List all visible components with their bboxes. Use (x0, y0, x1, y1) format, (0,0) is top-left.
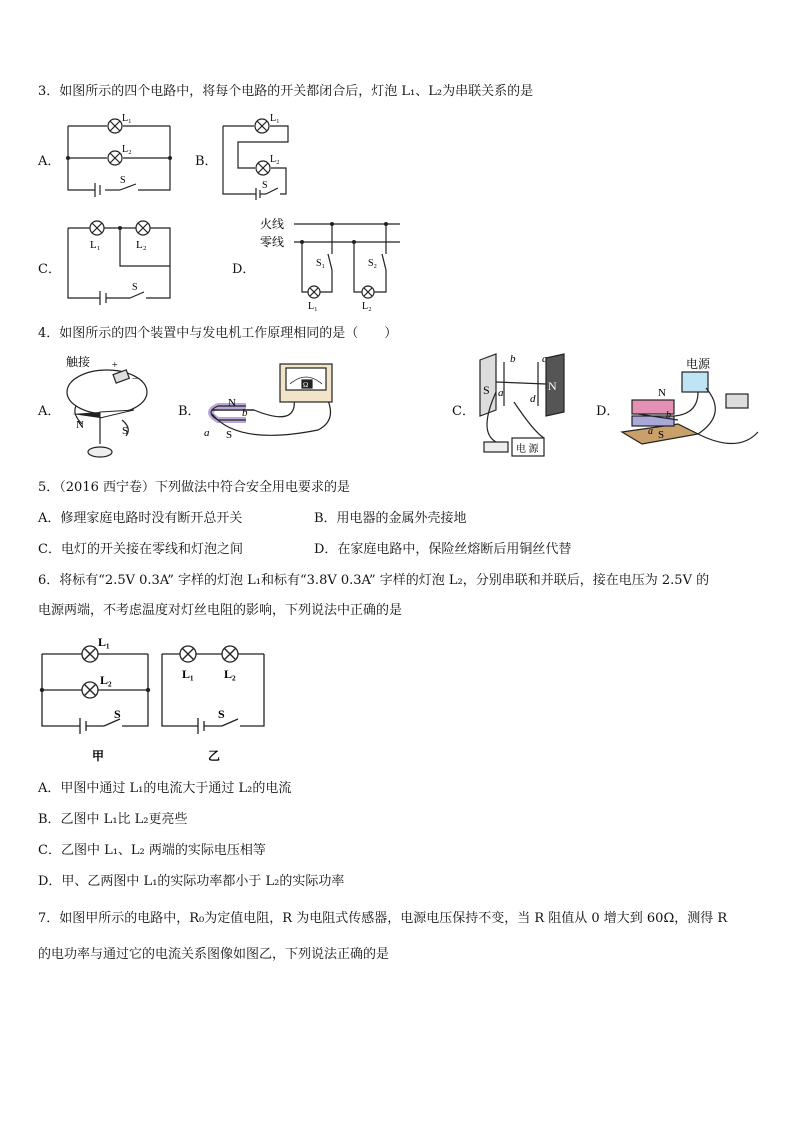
q4d-south-label: S (658, 429, 665, 441)
q3-option-c-label: C． (38, 262, 61, 277)
q3c-lamp1-label: L₁ (90, 239, 101, 251)
q4-option-a-label: A． (38, 404, 61, 419)
q6-circuit-jia (38, 636, 153, 766)
q4c-south-label: S (483, 383, 490, 397)
q3a-switch-label: S (120, 175, 126, 186)
q6-fig-yi-label: 乙 (208, 749, 221, 763)
q4c-c-label: c (542, 353, 547, 365)
q6-option-b: B．乙图中 L₁比 L₂更亮些 (38, 812, 188, 827)
q4b-south-label: S (226, 429, 233, 441)
q3a-lamp2-label: L₂ (122, 144, 132, 155)
q7-stem-line1: 7．如图甲所示的电路中，R₀为定值电阻，R 为电阻式传感器，电源电压保持不变，当 R 阻值从 0 增大到 60Ω，测得 R (38, 911, 728, 926)
q4a-south-label: S (122, 425, 129, 437)
q4a-north-label: N (76, 419, 84, 431)
q6-yi-lamp1-label: L₁ (182, 667, 194, 681)
q6-jia-switch-label: S (114, 707, 121, 721)
q3a-lamp1-label: L₁ (122, 113, 132, 124)
q4-device-b (198, 358, 348, 450)
q3b-switch-label: S (262, 180, 268, 191)
q4b-ohm-label: Ω (303, 381, 309, 389)
q4b-a-label: a (204, 427, 210, 439)
q4b-b-label: b (242, 407, 248, 419)
q3b-lamp1-label: L₁ (270, 113, 280, 124)
q6-stem-line2: 电源两端，不考虑温度对灯丝电阻的影响，下列说法中正确的是 (38, 603, 403, 618)
q4-option-d-label: D． (596, 404, 620, 419)
q3b-lamp2-label: L₂ (270, 154, 280, 165)
q4c-power-box-label: 电 源 (516, 444, 539, 455)
q6-circuit-yi (158, 636, 270, 766)
q4a-minus-label: − (132, 374, 138, 385)
q3c-lamp2-label: L₂ (136, 239, 147, 251)
q3d-s1-label: S₁ (316, 258, 326, 269)
q4c-north-label: N (548, 379, 557, 393)
q4d-power-label: 电源 (686, 357, 711, 371)
q3-circuit-b (218, 112, 308, 202)
q3-stem: 3．如图所示的四个电路中，将每个电路的开关都闭合后，灯泡 L₁、L₂为串联关系的是 (38, 84, 534, 99)
q5-stem: 5．（2016 西宁卷）下列做法中符合安全用电要求的是 (38, 480, 350, 495)
q4c-b-label: b (510, 353, 516, 365)
q4c-a-label: a (498, 387, 504, 399)
q4b-north-label: N (228, 397, 236, 409)
q6-option-a: A．甲图中通过 L₁的电流大于通过 L₂的电流 (38, 781, 292, 796)
q3d-lamp1-label: L₁ (308, 301, 318, 312)
q3-circuit-a (60, 112, 180, 202)
q4d-a-label: a (648, 426, 653, 437)
q6-stem-line1: 6．将标有“2.5V 0.3A” 字样的灯泡 L₁和标有“3.8V 0.3A” 字样的灯泡 L₂，分别串联和并联后，接在电压为 2.5V 的 (38, 573, 710, 588)
q6-fig-jia-label: 甲 (92, 749, 105, 763)
q6-yi-switch-label: S (218, 707, 225, 721)
q6-option-d: D．甲、乙两图中 L₁的实际功率都小于 L₂的实际功率 (38, 874, 345, 889)
q4-device-c (474, 352, 584, 464)
q3d-lamp2-label: L₂ (362, 301, 372, 312)
q3-option-a-label: A． (38, 154, 61, 169)
q4a-touch-label: 触接 (66, 355, 91, 369)
q6-yi-lamp2-label: L₂ (224, 667, 236, 681)
q5-option-c: C．电灯的开关接在零线和灯泡之间 (38, 542, 243, 557)
q7-stem-line2: 的电功率与通过它的电流关系图像如图乙，下列说法正确的是 (38, 947, 390, 962)
q4-option-c-label: C． (452, 404, 475, 419)
q4d-b-label: b (666, 410, 671, 421)
q3d-live-wire-label: 火线 (260, 217, 285, 231)
q3d-neutral-wire-label: 零线 (260, 235, 285, 249)
q6-option-c: C．乙图中 L₁、L₂ 两端的实际电压相等 (38, 843, 266, 858)
q3-circuit-d (258, 212, 408, 312)
q4-device-d (618, 354, 768, 462)
q4d-north-label: N (658, 387, 666, 399)
q5-option-d: D．在家庭电路中，保险丝熔断后用铜丝代替 (314, 542, 572, 557)
q3-option-d-label: D． (232, 262, 256, 277)
q4-device-a (62, 352, 157, 464)
q6-jia-lamp1-label: L₁ (98, 635, 110, 649)
q3-option-b-label: B． (195, 154, 218, 169)
q4c-d-label: d (530, 393, 536, 405)
q3-circuit-c (60, 216, 180, 306)
q5-option-b: B．用电器的金属外壳接地 (314, 511, 467, 526)
q4a-plus-label: + (112, 360, 118, 371)
q4-option-b-label: B． (178, 404, 201, 419)
q6-jia-lamp2-label: L₂ (100, 673, 112, 687)
q3c-switch-label: S (132, 282, 138, 293)
q3d-s2-label: S₂ (368, 258, 378, 269)
q4-stem: 4．如图所示的四个装置中与发电机工作原理相同的是（ ） (38, 326, 398, 341)
q5-option-a: A．修理家庭电路时没有断开总开关 (38, 511, 243, 526)
